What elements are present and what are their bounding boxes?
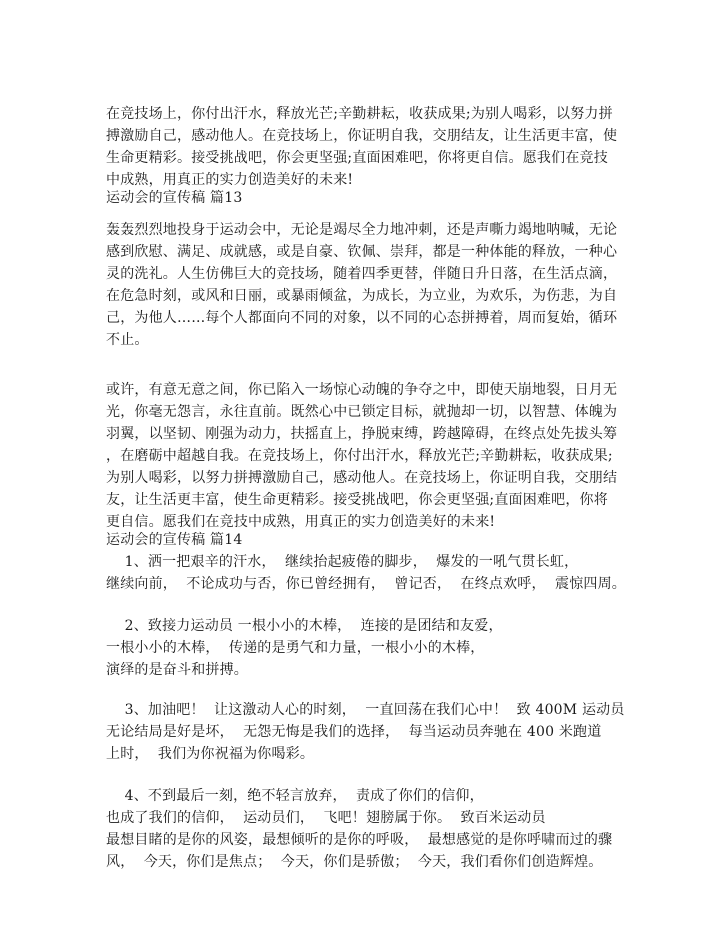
section-heading: 运动会的宣传稿 篇14 bbox=[106, 532, 243, 548]
text-line: ，在磨砺中超越自我。在竞技场上，你付出汗水，释放光芒;辛勤耕耘，收获成果; bbox=[106, 448, 613, 464]
text-line: 己，为他人……每个人都面向不同的对象，以不同的心态拼搏着，周而复始，循环 bbox=[106, 310, 618, 326]
text-line: 中成熟，用真正的实力创造美好的未来! bbox=[106, 172, 354, 188]
text-line: 也成了我们的信仰， 运动员们， 飞吧！翅膀属于你。 致百米运动员 bbox=[106, 810, 546, 826]
text-line: 4、不到最后一刻，绝不轻言放弃， 责成了你们的信仰， bbox=[106, 788, 484, 804]
text-line: 感到欣慰、满足、成就感，或是自豪、钦佩、崇拜，都是一种体能的释放，一种心 bbox=[106, 244, 618, 260]
text-line: 2、致接力运动员 一根小小的木棒， 连接的是团结和友爱， bbox=[106, 618, 503, 634]
text-line: 一根小小的木棒， 传递的是勇气和力量，一根小小的木棒， bbox=[106, 640, 485, 656]
text-line: 最想目睹的是你的风姿，最想倾听的是你的呼吸， 最想感觉的是你呼啸而过的骤 bbox=[106, 832, 613, 848]
text-line: 1、洒一把艰辛的汗水， 继续抬起疲倦的脚步， 爆发的一吼气贯长虹， bbox=[106, 554, 579, 570]
text-line: 在危急时刻，或风和日丽，或暴雨倾盆，为成长，为立业，为欢乐，为伤悲，为自 bbox=[106, 288, 618, 304]
text-line: 搏激励自己，感动他人。在竞技场上，你证明自我，交朋结友，让生活更丰富，使 bbox=[106, 128, 618, 144]
text-line: 为别人喝彩，以努力拼搏激励自己，感动他人。在竞技场上，你证明自我，交朋结 bbox=[106, 470, 618, 486]
text-line: 友，让生活更丰富，使生命更精彩。接受挑战吧，你会更坚强;直面困难吧，你将 bbox=[106, 492, 608, 508]
text-line: 3、加油吧！ 让这激动人心的时刻， 一直回荡在我们心中！ 致 400M 运动员 bbox=[106, 702, 625, 718]
text-line: 在竞技场上，你付出汗水，释放光芒;辛勤耕耘，收获成果;为别人喝彩，以努力拼 bbox=[106, 106, 613, 122]
text-line: 不止。 bbox=[106, 332, 149, 348]
text-line: 轰轰烈烈地投身于运动会中，无论是竭尽全力地冲刺，还是声嘶力竭地呐喊，无论 bbox=[106, 222, 618, 238]
text-line: 无论结局是好是坏， 无怨无悔是我们的选择， 每当运动员奔驰在 400 米跑道 bbox=[106, 724, 602, 740]
text-line: 继续向前， 不论成功与否，你已曾经拥有， 曾记否， 在终点欢呼， 震惊四周。 bbox=[106, 576, 626, 592]
text-line: 生命更精彩。接受挑战吧，你会更坚强;直面困难吧，你将更自信。愿我们在竞技 bbox=[106, 150, 608, 166]
section-heading: 运动会的宣传稿 篇13 bbox=[106, 190, 243, 206]
text-line: 上时， 我们为你祝福为你喝彩。 bbox=[106, 746, 315, 762]
text-line: 光，你毫无怨言，永往直前。既然心中已锁定目标，就抛却一切，以智慧、体魄为 bbox=[106, 404, 618, 420]
text-line: 或许，有意无意之间，你已陷入一场惊心动魄的争夺之中，即使天崩地裂，日月无 bbox=[106, 382, 618, 398]
text-line: 演绎的是奋斗和拼搏。 bbox=[106, 662, 248, 678]
text-line: 风， 今天，你们是焦点； 今天，你们是骄傲； 今天，我们看你们创造辉煌。 bbox=[106, 854, 603, 870]
text-line: 羽翼，以坚韧、刚强为动力，扶摇直上，挣脱束缚，跨越障碍，在终点处先拔头筹 bbox=[106, 426, 618, 442]
text-line: 更自信。愿我们在竞技中成熟，用真正的实力创造美好的未来! bbox=[106, 514, 496, 530]
text-line: 灵的洗礼。人生仿佛巨大的竞技场，随着四季更替，伴随日升日落，在生活点滴， bbox=[106, 266, 618, 282]
